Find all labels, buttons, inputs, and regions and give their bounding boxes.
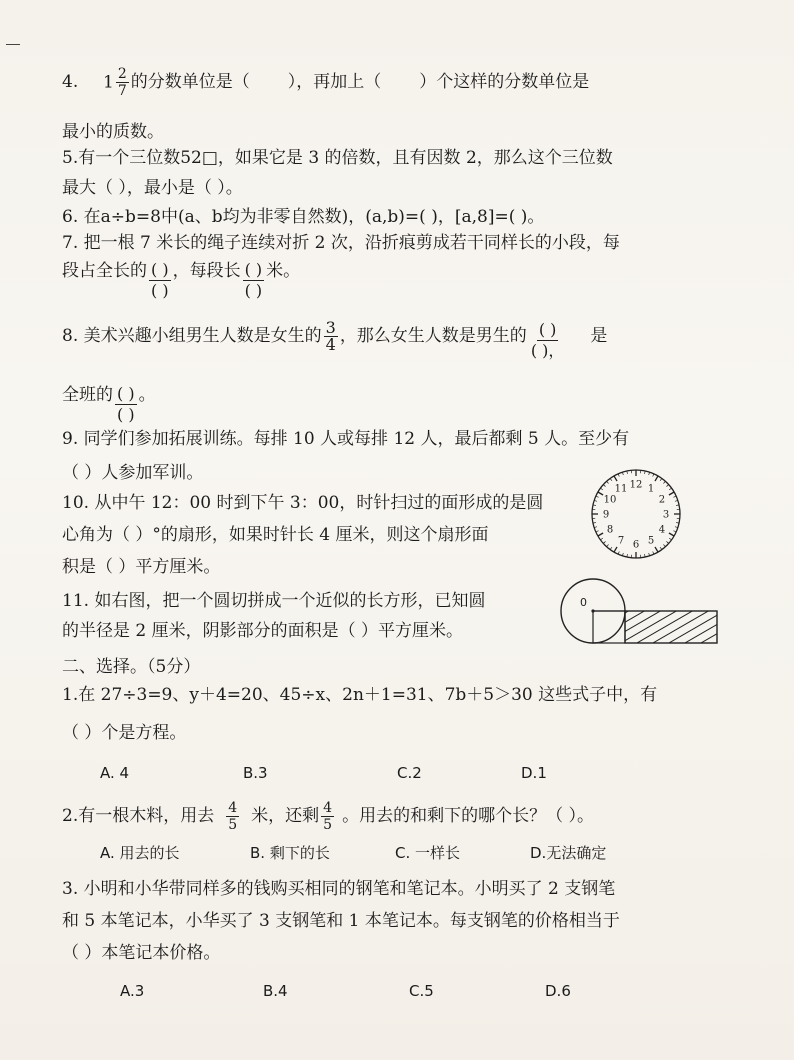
clock-numbers <box>603 480 669 551</box>
fraction-blank-numerator: ( ) <box>538 320 557 339</box>
clock-tick <box>598 492 603 495</box>
clock-tick <box>666 485 668 487</box>
mixed-number-fraction <box>116 66 129 99</box>
question-8-line-1 <box>62 320 607 361</box>
clock-number: 12 <box>629 479 643 491</box>
question-5-line-1: 5.有一个三位数52□，如果它是 3 的倍数，且有因数 2，那么这个三位数 <box>62 148 613 168</box>
section-title-choice: 二、选择。（5分） <box>62 657 201 677</box>
choice-3-option-b: B.4 <box>263 982 288 1000</box>
question-4-continued: 最小的质数。 <box>62 122 164 142</box>
fraction-numerator: 2 <box>117 66 127 82</box>
choice-2-option-b: B. 剩下的长 <box>250 844 330 862</box>
choice-1-option-c: C.2 <box>397 764 422 782</box>
question-4 <box>62 66 589 99</box>
clock-tick <box>607 481 609 483</box>
choice-1-option-a: A. 4 <box>100 764 130 782</box>
clock-number: 7 <box>617 535 625 547</box>
question-8-line-2 <box>62 384 156 425</box>
question-10-line-1: 10. 从中午 12：00 时到下午 3：00，时针扫过的面形成的是圆 <box>62 493 544 513</box>
mixed-number-integer: 1 <box>103 72 114 93</box>
margin-mark <box>6 44 20 45</box>
choice-2-option-a: A. 用去的长 <box>100 844 180 862</box>
clock-number: 4 <box>658 524 666 536</box>
fraction-three-quarters <box>324 320 338 353</box>
clock-number: 5 <box>647 535 655 547</box>
fraction-blank <box>149 260 171 301</box>
clock-tick <box>669 533 674 536</box>
q4-text-1: 的分数单位是（ <box>130 72 250 92</box>
question-7-line-2 <box>62 260 300 301</box>
choice-1-line-2: （ ）个是方程。 <box>62 723 187 743</box>
clock-tick <box>607 544 609 546</box>
clock-tick <box>666 541 668 543</box>
q8-text-a: 8. 美术兴趣小组男生人数是女生的 <box>62 326 322 346</box>
c2-text-a: 2.有一根木料，用去 <box>62 806 215 826</box>
clock-number: 6 <box>632 539 640 551</box>
clock-tick <box>669 538 671 540</box>
q4-text-3: ）个这样的分数单位是 <box>419 72 590 92</box>
fraction-denominator: 5 <box>228 817 238 833</box>
choice-3-option-d: D.6 <box>545 982 571 1000</box>
choice-3-line-3: （ ）本笔记本价格。 <box>62 943 221 963</box>
choice-3-option-c: C.5 <box>409 982 434 1000</box>
clock-tick <box>660 547 662 549</box>
question-11-line-1: 11. 如右图，把一个圆切拼成一个近似的长方形，已知圆 <box>62 591 486 611</box>
center-label: 0 <box>580 596 587 609</box>
circle-to-rectangle-figure <box>560 576 720 648</box>
c2-text-c: 。用去的和剩下的哪个长？（ ）。 <box>342 806 594 826</box>
q7-text-c: 米。 <box>266 261 301 281</box>
choice-3-option-a: A.3 <box>120 982 145 1000</box>
clock-tick <box>603 485 605 487</box>
fraction-blank-numerator: ( ) <box>151 260 169 279</box>
q8-text-e: 。 <box>138 385 156 405</box>
clock-number: 3 <box>662 509 670 521</box>
clock-number: 2 <box>658 494 666 506</box>
fraction-blank-denominator: ( )， <box>530 341 565 360</box>
fraction-blank-numerator: ( ) <box>117 384 135 403</box>
question-7-line-1: 7. 把一根 7 米长的绳子连续对折 2 次，沿折痕剪成若干同样长的小段，每 <box>62 233 620 253</box>
question-6: 6. 在a÷b=8中(a、b均为非零自然数)，(a,b)=( )，[a,8]=( )。 <box>62 207 545 227</box>
clock-tick <box>660 478 662 480</box>
fraction-blank <box>115 384 137 425</box>
question-number: 4. <box>62 72 79 92</box>
clock-tick <box>655 476 658 481</box>
choice-1-option-d: D.1 <box>521 764 547 782</box>
question-5-line-2: 最大（ ），最小是（ ）。 <box>62 178 243 198</box>
clock-tick <box>610 478 612 480</box>
q4-text-2: ），再加上（ <box>287 72 382 92</box>
fraction-four-fifths <box>226 800 239 833</box>
fraction-numerator: 3 <box>325 318 336 337</box>
clock-number: 1 <box>647 483 655 495</box>
fraction-numerator: 4 <box>323 800 333 816</box>
choice-3-line-2: 和 5 本笔记本，小华买了 3 支钢笔和 1 本笔记本。每支钢笔的价格相当于 <box>62 911 620 931</box>
clock-tick <box>669 488 671 490</box>
clock-number: 8 <box>606 524 614 536</box>
clock-tick <box>614 476 617 481</box>
clock-tick <box>669 492 674 495</box>
fraction-blank <box>529 320 567 361</box>
clock-tick <box>663 481 665 483</box>
question-9-line-2: （ ）人参加军训。 <box>62 463 204 483</box>
clock-tick <box>600 538 602 540</box>
q7-text-b: ，每段长 <box>172 261 241 281</box>
clock-tick <box>610 547 612 549</box>
fraction-blank <box>243 260 265 301</box>
shaded-rectangle <box>625 611 717 643</box>
clock-number: 11 <box>614 483 628 495</box>
clock-tick <box>598 533 603 536</box>
choice-1-option-b: B.3 <box>243 764 268 782</box>
fraction-denominator: 4 <box>325 335 336 354</box>
question-10-line-3: 积是（ ）平方厘米。 <box>62 557 221 577</box>
fraction-denominator: 5 <box>323 817 333 833</box>
choice-2-option-d: D.无法确定 <box>530 844 607 862</box>
fraction-blank-denominator: ( ) <box>151 281 169 300</box>
clock-number: 10 <box>603 494 617 506</box>
choice-1-line-1: 1.在 27÷3=9、y＋4=20、45÷x、2n＋1=31、7b＋5＞30 这些式子中，有 <box>62 685 658 705</box>
clock-tick <box>655 547 658 552</box>
clock-tick <box>663 544 665 546</box>
question-11-line-2: 的半径是 2 厘米，阴影部分的面积是（ ）平方厘米。 <box>62 621 464 641</box>
clock-tick <box>614 547 617 552</box>
fraction-denominator: 7 <box>117 83 127 99</box>
fraction-numerator: 4 <box>228 800 238 816</box>
clock-tick <box>603 541 605 543</box>
choice-2-option-c: C. 一样长 <box>395 844 461 862</box>
question-10-line-2: 心角为（ ）°的扇形，如果时针长 4 厘米，则这个扇形面 <box>62 525 489 545</box>
fraction-blank-denominator: ( ) <box>244 281 263 300</box>
q8-text-c: 是 <box>590 326 608 346</box>
clock-tick <box>600 488 602 490</box>
q7-text-a: 段占全长的 <box>62 261 147 281</box>
choice-3-line-1: 3. 小明和小华带同样多的钱购买相同的钢笔和笔记本。小明买了 2 支钢笔 <box>62 879 616 899</box>
fraction-four-fifths <box>321 800 334 833</box>
clock-face-figure <box>590 468 682 560</box>
question-9-line-1: 9. 同学们参加拓展训练。每排 10 人或每排 12 人，最后都剩 5 人。至少有 <box>62 429 630 449</box>
c2-text-b: 米，还剩 <box>251 806 320 826</box>
fraction-blank-numerator: ( ) <box>244 260 263 279</box>
choice-2-line <box>62 800 594 833</box>
q8-text-b: ，那么女生人数是男生的 <box>339 326 527 346</box>
clock-number: 9 <box>602 509 610 521</box>
q8-text-d: 全班的 <box>62 385 113 405</box>
fraction-blank-denominator: ( ) <box>117 405 135 424</box>
